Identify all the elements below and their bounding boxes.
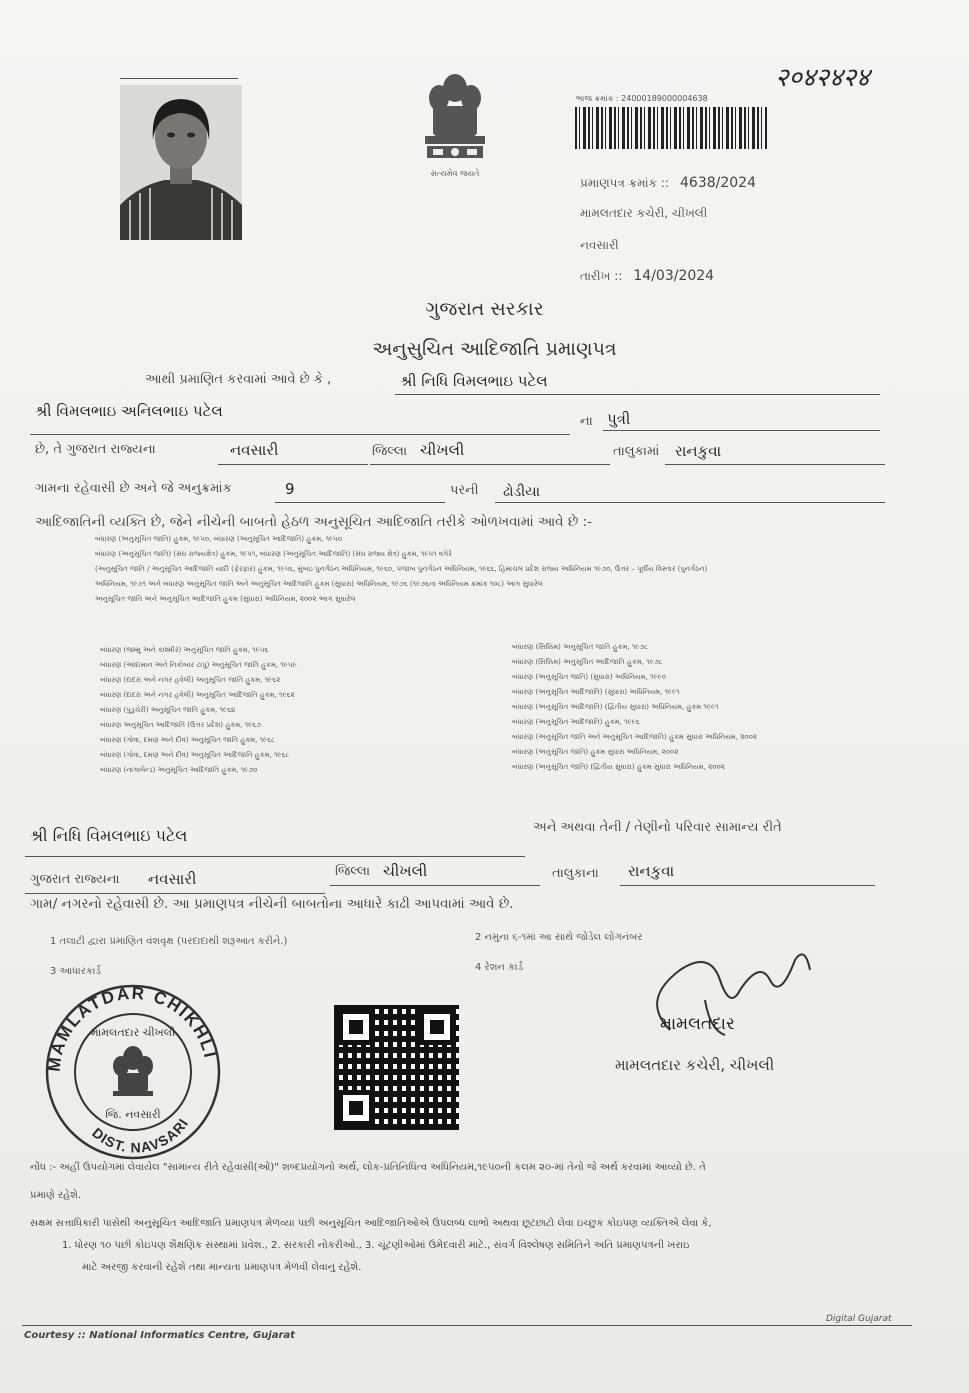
date-label: તારીખ :: — [580, 269, 623, 283]
signatory-title: મામલતદાર — [660, 1014, 735, 1034]
na-text: ના — [580, 414, 593, 429]
taluka: ચીખલી — [420, 441, 465, 459]
person-name-2-rule — [25, 856, 525, 857]
official-seal — [38, 980, 228, 1160]
basis-item-2: 2 નમુના ૬-૧માં આ સાથે જોડેલ લોગનંબર — [475, 932, 643, 943]
orders-line: અધિનિયમ, ૧૯૭૧ અને બંધારણ અનુસૂચિત જાતિ અને અનુસૂચિત આદિજાતિ હુકમ (સુધારા) અધિનિયમ, ૧૯૭૬ (૧૯૭૬ના અધિનિયમ ક્રમાંક ૧૦૮) આગ સુધારેલ — [95, 580, 543, 588]
orders-left-column — [100, 643, 297, 778]
certificate-number-label: પ્રમાણપત્ર ક્રમાંક :: — [580, 176, 669, 190]
order-item: બંધારણ (અનુસૂચિત જાતિ) (દ્વિતીય સુધારા) હુકમ સુધારા અધિનિયમ, ૨૦૦૨ — [512, 763, 725, 771]
seal-bottom-text: DIST. NAVSARI — [89, 1115, 192, 1156]
order-item: બંધારણ (નાગાલેન્ડ) અનુસૂચિત આદિજાતિ હુકમ, ૧૯૭૦ — [100, 766, 258, 774]
note-line-5: માટે અરજી કરવાની રહેશે તથા માન્યતા પ્રમાણપત્ર મેળવી લેવાનું રહેશે. — [82, 1262, 362, 1273]
order-item: બંધારણ (પુડુચેરી) અનુસૂચિત જાતિ હુકમ, ૧૯૬૪ — [100, 706, 236, 714]
ashoka-emblem-icon — [415, 68, 495, 163]
seal-inner-top: મામલતદાર ચીખલી — [90, 1026, 176, 1039]
state-text: છે, તે ગુજરાત રાજ્યના — [35, 442, 156, 457]
orders-line: અનુસૂચિત જાતિ અને અનુસૂચિત આદિજાતિ હુકમ (સુધારા) અધિનિયમ, ૨૦૦૨ આગ સુધારેલ — [95, 595, 356, 603]
footer-courtesy: Courtesy :: National Informatics Centre, Gujarat — [24, 1330, 295, 1341]
order-item: બંધારણ (આંદામાન અને નિકોબાર ટાપુ) અનુસૂચિત જાતિ હુકમ, ૧૯૫૯ — [100, 661, 297, 669]
district-rule — [218, 464, 368, 465]
village-2: રાનકુવા — [628, 862, 675, 880]
order-item: બંધારણ અનુસૂચિત આદિજાતિ (ઉત્તર પ્રદેશ) હુકમ, ૧૯૬૭ — [100, 721, 261, 729]
tribe-label: પરની — [450, 483, 479, 498]
office-line: મામલતદાર કચેરી, ચીખલી — [580, 206, 708, 220]
order-item: બંધારણ (અનુસૂચિત જાતિ અને અનુસૂચિત આદિજાતિ) હુકમ સુધારા અધિનિયમ, ૨૦૦૨ — [512, 733, 757, 741]
order-item: બંધારણ (અનુસૂચિત જાતિ) (સુધારા) અધિનિયમ, ૧૯૯૦ — [512, 673, 666, 681]
order-item: બંધારણ (જમ્મુ અને કાશ્મીર) અનુસૂચિત જાતિ હુકમ, ૧૯૫૬ — [100, 646, 269, 654]
orders-block — [95, 532, 707, 607]
certify-text: આથી પ્રમાણિત કરવામાં આવે છે કે , — [145, 372, 332, 387]
taluka-2-rule — [330, 885, 540, 886]
basis-item-3: 3 આધારકાર્ડ — [50, 966, 101, 977]
note-line-1: નોંધ :- અહીં ઉપયોગમાં લેવાયેલ "સામાન્ય રીતે રહેવાસી(ઓ)" શબ્દપ્રયોગનો અર્થ, લોક-પ્રતિનિધિત્વ અધિનિયમ,૧૯૫૦ની કલમ ૨૦-માં તેનો જે અર્થ કરવામાં આવ્યો છે. તે — [30, 1162, 706, 1173]
handwritten-number: २०४२४२४ — [775, 63, 870, 93]
seal-inner-bottom: જિ. નવસારી — [105, 1108, 161, 1121]
person-name: શ્રી નિધિ વિમલભાઇ પટેલ — [400, 372, 548, 390]
person-photo-icon — [120, 85, 242, 240]
relation: પુત્રી — [607, 410, 631, 428]
person-name-2: શ્રી નિધિ વિમલભાઇ પટેલ — [30, 826, 188, 845]
village-2-rule — [620, 885, 875, 886]
father-name-rule — [30, 434, 570, 435]
signatory-office: મામલતદાર કચેરી, ચીખલી — [615, 1056, 775, 1074]
taluka-rule — [370, 464, 610, 465]
seal-top-text: MAMLATDAR CHIKHLI — [44, 983, 220, 1073]
note-line-4: 1. ધોરણ ૧૦ પછી કોઇપણ શૈક્ષણિક સંસ્થામાં પ્રવેશ., 2. સરકારી નોકરીઓ., 3. ચૂંટણીઓમાં ઉમેદવારી માટે., સંવર્ગ વિશ્લેષણ સમિતિને અતિ પ્રમાણપત્રની ખરાઇ — [62, 1240, 690, 1251]
seal-icon — [38, 980, 228, 1160]
father-name: શ્રી વિમલભાઇ અનિલભાઇ પટેલ — [35, 402, 223, 420]
district-line: નવસારી — [580, 238, 619, 252]
village-rule — [665, 464, 885, 465]
order-item: બંધારણ (સિક્કિમ) અનુસૂચિત જાતિ હુકમ, ૧૯૭૮ — [512, 643, 649, 651]
date-row — [580, 265, 714, 284]
order-item: બંધારણ (ગોવા, દમણ અને દીવ) અનુસૂચિત આદિજાતિ હુકમ, ૧૯૬૮ — [100, 751, 290, 759]
orders-line: બંધારણ (અનુસૂચિત જાતિ) (સંઘ રાજ્યક્ષેત્ર) હુકમ, ૧૯૫૧, બંધારણ (અનુસૂચિત આદિજાતિ) (સંઘ રાજ્ય ક્ષેત્ર) હુકમ, ૧૯૫૧ વગેરે — [95, 550, 452, 558]
orders-line: બંધારણ (અનુસૂચિત જાતિ) હુકમ, ૧૯૫૦, બંધારણ (અનુસૂચિત આદિજાતિ) હુકમ, ૧૯૫૦ — [95, 535, 342, 543]
serial-number: 9 — [285, 480, 295, 498]
tribe-rule — [495, 502, 885, 503]
footer-digital-gujarat: Digital Gujarat — [826, 1314, 892, 1324]
note-line-3: સક્ષમ સત્તાધિકારી પાસેથી અનુસૂચિત આદિજાતિ પ્રમાણપત્ર મેળવ્યા પછી અનુસૂચિત આદિજાતિઓએ ઉપલબ્ધ લાભો અથવા છૂટછાટો લેવા ઇચ્છુક કોઇપણ વ્યક્તિએ લેવા કે, — [30, 1218, 712, 1229]
applicant-photo — [120, 85, 242, 240]
order-item: બંધારણ (દાદરા અને નગર હવેલી) અનુસૂચિત આદિજાતિ હુકમ, ૧૯૬૨ — [100, 691, 295, 699]
government-title: ગુજરાત સરકાર — [425, 298, 544, 320]
district-2: નવસારી — [148, 870, 197, 888]
certificate-number-row — [580, 172, 756, 191]
svg-text:DIST. NAVSARI — [89, 1115, 191, 1155]
district: નવસારી — [230, 441, 279, 459]
district-label: જિલ્લા — [372, 444, 408, 459]
district-2-rule — [25, 893, 325, 894]
basis-item-4: 4 રેશન કાર્ડ — [475, 962, 524, 973]
order-item: બંધારણ (ગોવા, દમણ અને દીવ) અનુસૂચિત જાતિ હુકમ, ૧૯૬૮ — [100, 736, 275, 744]
relation-rule — [603, 430, 880, 431]
issue-date: 14/03/2024 — [633, 268, 715, 284]
barcode-label: ભાજ ક્રમાંક : 24000189000004638 — [576, 94, 708, 103]
orders-line: (અનુસૂચિત જાતિ / અનુસૂચિત આદિજાતિ યાદી (ફેરફાર) હુકમ, ૧૯૫૬, મુંબઇ પુનર્ગઠન અધિનિયમ, ૧૯૬૦, પંજાબ પુનર્ગઠન અધિનિયમ, ૧૯૬૬, હિમાચલ પ્રદેશ રાજ્ય અધિનિયમ ૧૯૭૦, ઉત્તર – પૂર્વીય વિસ્તાર (પુનર્ગઠન) — [95, 565, 708, 573]
person-name-rule — [395, 394, 880, 395]
barcode — [575, 107, 767, 149]
top-rule — [120, 78, 238, 79]
village: રાનકુવા — [675, 442, 722, 460]
state-text-2: ગુજરાત રાજ્યના — [30, 872, 120, 887]
order-item: બંધારણ (સિક્કિમ) અનુસૂચિત આદિજાતિ હુકમ, ૧૯૭૮ — [512, 658, 663, 666]
certificate-number: 4638/2024 — [680, 175, 756, 191]
qr-finder-icon — [419, 1009, 455, 1045]
qr-finder-icon — [338, 1009, 374, 1045]
taluka-label: તાલુકામાં — [613, 444, 660, 459]
order-item: બંધારણ (દાદરા અને નગર હવેલી) અનુસૂચિત જાતિ હુકમ, ૧૯૬૨ — [100, 676, 281, 684]
emblem-caption: સત્યમેવ જયતે — [430, 169, 480, 178]
order-item: બંધારણ (અનુસૂચિત આદિજાતિ) હુકમ, ૧૯૯૬ — [512, 718, 640, 726]
note-line-2: પ્રમાણે રહેશે. — [30, 1190, 82, 1201]
tribe: ઢોડીયા — [503, 484, 541, 500]
taluka-label-2: તાલુકાના — [552, 866, 599, 881]
order-item: બંધારણ (અનુસૂચિત આદિજાતિ) (સુધારા) અધિનિયમ, ૧૯૯૧ — [512, 688, 680, 696]
tribe-text: આદિજાતિની વ્યક્તિ છે, જેને નીચેની બાબતો હેઠળ અનુસૂચિત આદિજાતિ તરીકે ઓળખવામાં આવે છે :- — [35, 514, 593, 530]
order-item: બંધારણ (અનુસૂચિત આદિજાતિ) (દ્વિતીય સુધારા) અધિનિયમ, હુકમ ૧૯૯૧ — [512, 703, 719, 711]
taluka-2: ચીખલી — [383, 862, 428, 880]
basis-text: ગામ/ નગરનો રહેવાસી છે. આ પ્રમાણપત્ર નીચેની બાબતોના આધારે કાઢી આપવામાં આવે છે. — [30, 896, 514, 912]
qr-code[interactable] — [334, 1005, 459, 1130]
orders-right-column — [512, 640, 757, 775]
district-label-2: જિલ્લા — [335, 864, 371, 879]
state-emblem — [415, 68, 495, 178]
resident-text: ગામના રહેવાસી છે અને જે અનુક્રમાંક — [35, 481, 232, 496]
order-item: બંધારણ (અનુસૂચિત જાતિ) હુકમ સુધારા અધિનિયમ, ૨૦૦૨ — [512, 748, 679, 756]
qr-finder-icon — [338, 1090, 374, 1126]
certificate-title: અનુસુચિત આદિજાતિ પ્રમાણપત્ર — [372, 338, 617, 360]
footer-rule — [22, 1325, 912, 1326]
family-text: અને અથવા તેની / તેણીનો પરિવાર સામાન્ય રીતે — [533, 820, 782, 835]
serial-rule — [275, 502, 445, 503]
basis-item-1: 1 તલાટી દ્વારા પ્રમાણિત વંશવૃક્ષ (પરદાદાથી શરૂઆત કરીને.) — [50, 936, 288, 947]
